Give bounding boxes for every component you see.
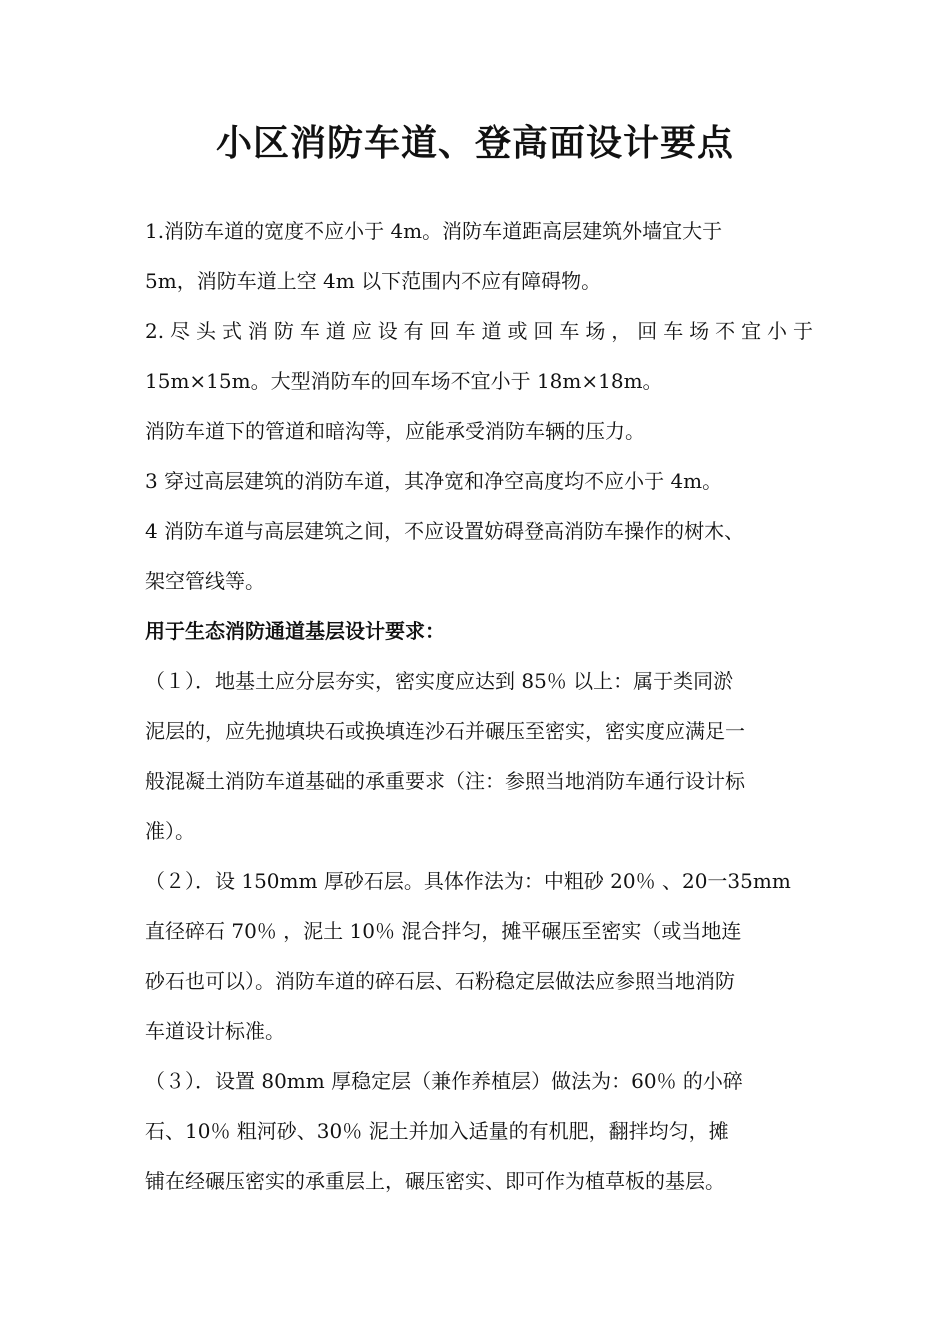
text-line: 15m×15m。大型消防车的回车场不宜小于 18m×18m。 [145,369,663,393]
text-line: （２）．设 150mm 厚砂石层。具体作法为：中粗砂 20％ 、20一35mm [145,869,791,893]
text-line: 1.消防车道的宽度不应小于 4m。消防车道距高层建筑外墙宜大于 [145,219,723,243]
text-line: 5m，消防车道上空 4m 以下范围内不应有障碍物。 [145,269,602,293]
section-heading: 用于生态消防通道基层设计要求： [145,619,445,643]
text-line: 3 穿过高层建筑的消防车道，其净宽和净空高度均不应小于 4m。 [145,469,723,493]
text-line: 4 消防车道与高层建筑之间，不应设置妨碍登高消防车操作的树木、 [145,519,745,543]
text-line: 般混凝土消防车道基础的承重要求（注：参照当地消防车通行设计标 [145,769,745,793]
document-body [145,206,813,1206]
text-line: 消防车道下的管道和暗沟等，应能承受消防车辆的压力。 [145,419,645,443]
text-line: （１）．地基土应分层夯实，密实度应达到 85％ 以上：属于类同淤 [145,669,734,693]
text-line: 架空管线等。 [145,569,265,593]
text-line: 泥层的，应先抛填块石或换填连沙石并碾压至密实，密实度应满足一 [145,719,745,743]
text-line: 铺在经碾压密实的承重层上，碾压密实、即可作为植草板的基层。 [145,1169,725,1193]
text-line: 准）。 [145,819,195,843]
text-line: 砂石也可以）。消防车道的碎石层、石粉稳定层做法应参照当地消防 [145,969,735,993]
text-line: 直径碎石 70％ ，泥土 10％ 混合拌匀，摊平碾压至密实（或当地连 [145,919,742,943]
text-line: 2.尽头式消防车道应设有回车道或回车场，回车场不宜小于 [145,319,813,343]
document-title: 小区消防车道、登高面设计要点 [215,122,734,164]
text-line: （３）．设置 80mm 厚稳定层（兼作养植层）做法为：60％ 的小碎 [145,1069,743,1093]
text-line: 车道设计标准。 [145,1019,285,1043]
text-line: 石、10％ 粗河砂、30％ 泥土并加入适量的有机肥，翻拌均匀，摊 [145,1119,729,1143]
